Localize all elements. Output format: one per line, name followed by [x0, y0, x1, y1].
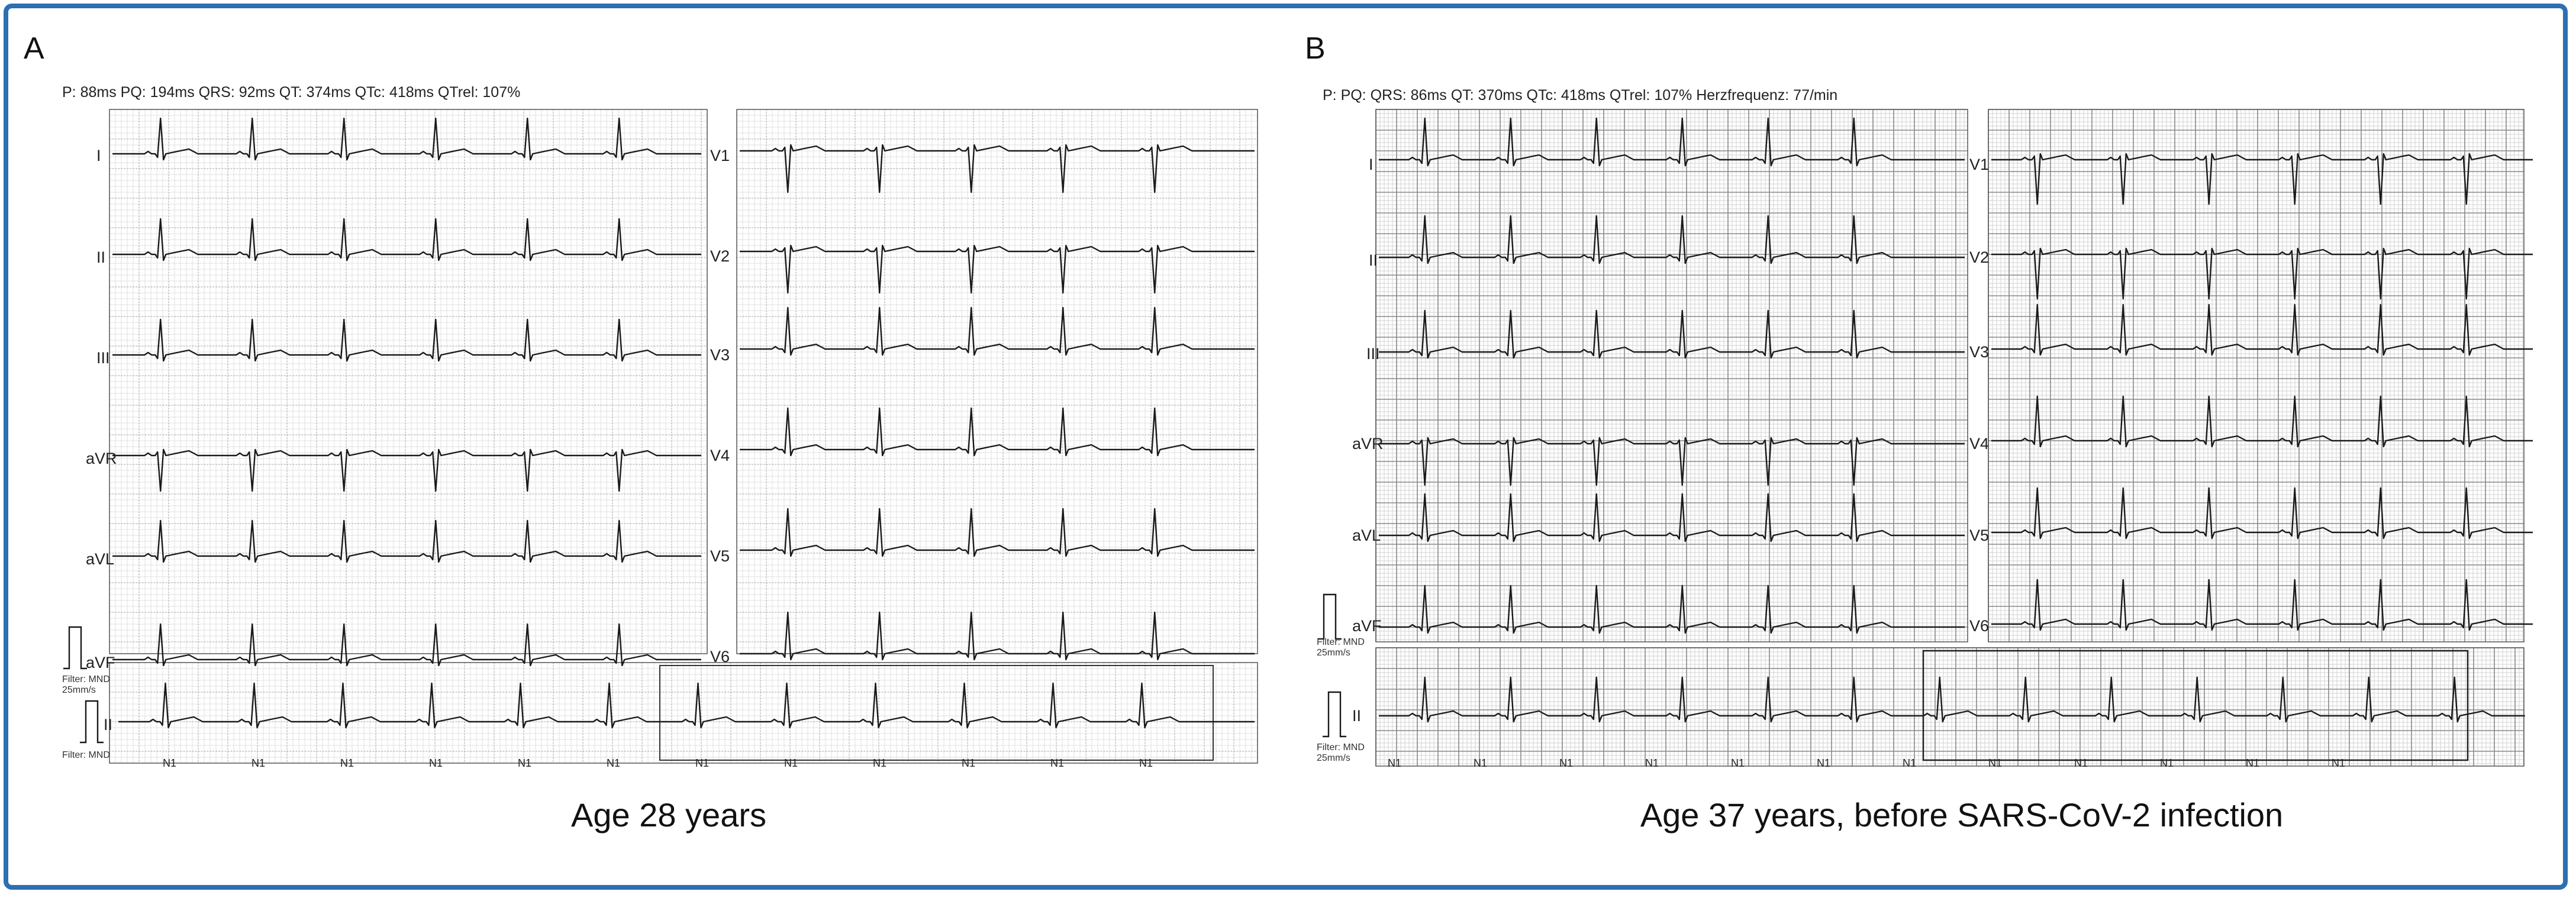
beat-label: N1	[2246, 757, 2260, 769]
beat-label: N1	[518, 757, 532, 769]
lead-label-V5: V5	[1969, 526, 1990, 544]
beat-label: N1	[784, 757, 798, 769]
panel-b-ecg	[1317, 80, 2533, 775]
panel-a-letter: A	[24, 31, 44, 66]
beat-label: N1	[252, 757, 266, 769]
lead-label-III: III	[96, 349, 110, 367]
ecg-grid	[109, 109, 707, 654]
beat-label: N1	[2332, 757, 2346, 769]
panel-b-filter-text: Filter: MND	[1317, 637, 1365, 647]
panel-b-letter: B	[1305, 31, 1326, 66]
panel-a-header: P: 88ms PQ: 194ms QRS: 92ms QT: 374ms QTc: 418ms QTrel: 107%	[62, 84, 521, 101]
beat-label: N1	[1903, 757, 1917, 769]
beat-label: N1	[1474, 757, 1488, 769]
lead-label-V3: V3	[1969, 343, 1990, 361]
beat-label: N1	[429, 757, 443, 769]
panel-a-caption: Age 28 years	[571, 796, 766, 834]
panel-b-speed-text-2: 25mm/s	[1317, 753, 1350, 763]
ecg-grid	[1376, 648, 2524, 766]
beat-label: N1	[1817, 757, 1831, 769]
lead-label-aVF: aVF	[1352, 617, 1382, 635]
panel-a-ecg-trace	[62, 77, 1266, 775]
lead-label-II: II	[1369, 251, 1378, 269]
lead-label-I: I	[1369, 156, 1374, 173]
beat-label: N1	[2074, 757, 2088, 769]
lead-label-aVR: aVR	[86, 450, 117, 467]
panel-a-filter-text: Filter: MND	[62, 674, 110, 684]
beat-label: N1	[1139, 757, 1153, 769]
lead-label-V4: V4	[1969, 435, 1990, 453]
lead-trace-left-5	[112, 624, 701, 666]
panel-b-filter-text-2: Filter: MND	[1317, 742, 1365, 752]
panel-b-caption: Age 37 years, before SARS-CoV-2 infection	[1640, 796, 2284, 834]
lead-label-V2: V2	[710, 247, 730, 265]
beat-label: N1	[163, 757, 177, 769]
lead-label-V6: V6	[710, 648, 730, 666]
beat-label: N1	[1559, 757, 1574, 769]
lead-label-V4: V4	[710, 447, 730, 464]
panel-b-speed-text: 25mm/s	[1317, 648, 1350, 658]
beat-label: N1	[1050, 757, 1065, 769]
beat-label: N1	[962, 757, 976, 769]
panel-a-filter-text-2: Filter: MND	[62, 750, 110, 760]
lead-label-aVR: aVR	[1352, 435, 1384, 453]
beat-label: N1	[1731, 757, 1745, 769]
rhythm-lead-label: II	[1352, 707, 1362, 725]
lead-label-V1: V1	[1969, 156, 1990, 173]
calibration-pulse	[80, 701, 104, 742]
lead-label-II: II	[96, 248, 106, 266]
lead-label-V2: V2	[1969, 248, 1990, 266]
ecg-grid	[737, 109, 1258, 654]
beat-label: N1	[1645, 757, 1659, 769]
panel-b-header: P: PQ: QRS: 86ms QT: 370ms QTc: 418ms QTrel: 107% Herzfrequenz: 77/min	[1323, 87, 1838, 104]
lead-label-aVL: aVL	[86, 550, 115, 568]
lead-label-III: III	[1366, 345, 1380, 363]
calibration-pulse	[1323, 692, 1346, 737]
ecg-grid	[1376, 109, 1968, 642]
lead-label-V3: V3	[710, 346, 730, 364]
panel-b-ecg-trace	[1317, 80, 2533, 775]
lead-label-I: I	[96, 147, 101, 164]
calibration-pulse	[1318, 595, 1342, 639]
beat-label: N1	[340, 757, 354, 769]
calibration-pulse	[63, 627, 87, 668]
lead-label-aVF: aVF	[86, 654, 115, 671]
lead-label-V6: V6	[1969, 617, 1990, 635]
beat-label: N1	[2160, 757, 2174, 769]
lead-label-V1: V1	[710, 147, 730, 164]
panel-a-ecg	[62, 77, 1266, 775]
beat-label: N1	[695, 757, 710, 769]
rhythm-trace	[118, 683, 1255, 728]
beat-label: N1	[1388, 757, 1402, 769]
beat-label: N1	[607, 757, 621, 769]
ecg-grid	[109, 663, 1258, 763]
lead-label-aVL: aVL	[1352, 526, 1381, 544]
panel-a-speed-text: 25mm/s	[62, 685, 96, 695]
ecg-grid	[1988, 109, 2524, 642]
beat-label: N1	[1988, 757, 2003, 769]
beat-label: N1	[873, 757, 887, 769]
lead-label-V5: V5	[710, 547, 730, 565]
rhythm-lead-label: II	[104, 716, 113, 734]
